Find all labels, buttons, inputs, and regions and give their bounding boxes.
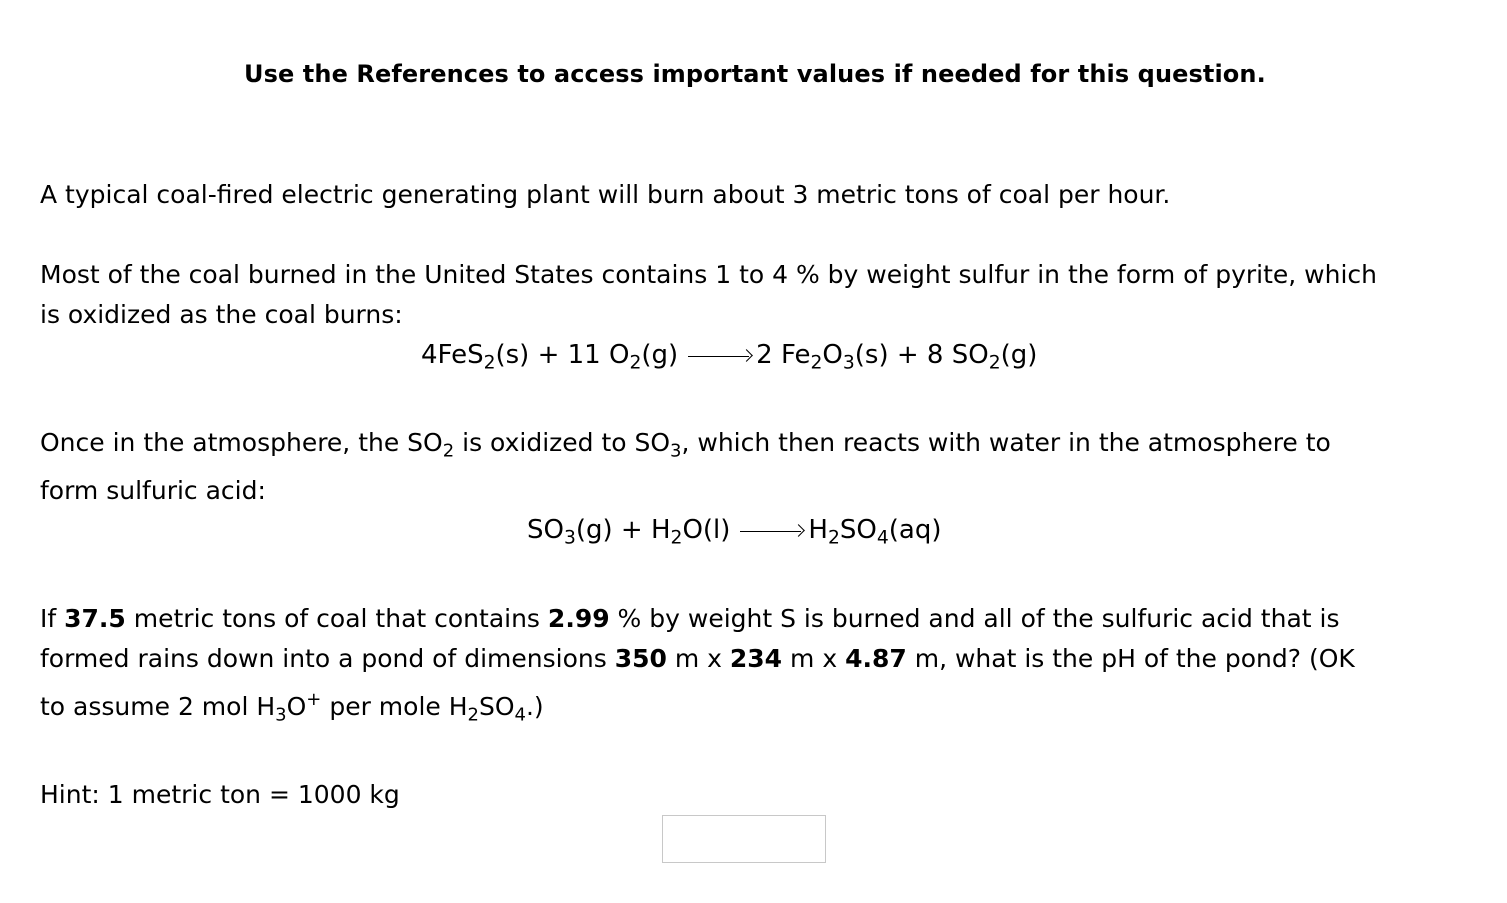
reaction-arrow-icon <box>688 343 752 369</box>
intro-text: A typical coal-fired electric generating plant will burn about 3 metric tons of coal per hour. <box>40 180 1171 209</box>
eq1-reactant-text: (g) <box>641 340 679 370</box>
reaction-arrow-icon <box>740 518 804 544</box>
problem-text: .) <box>525 692 544 721</box>
problem-text: metric tons of coal that contains <box>125 604 548 633</box>
sulfur-percent-value: 2.99 <box>547 604 610 633</box>
eq1-reactant-text: 4FeS <box>421 340 484 370</box>
problem-subscript: 3 <box>275 704 287 726</box>
eq1-product-text: (g) <box>1000 340 1038 370</box>
equation-pyrite-oxidation <box>421 340 1038 374</box>
eq2-reactant-text: (g) + H <box>575 515 671 545</box>
atmos-subscript: 3 <box>670 440 682 462</box>
problem-text: m x <box>666 644 730 673</box>
problem-subscript: 2 <box>467 704 479 726</box>
equation-sulfuric-acid <box>527 515 942 549</box>
atmos-text: , which then reacts with water in the atmosphere to <box>681 428 1331 457</box>
eq2-subscript: 2 <box>670 527 683 549</box>
problem-text: % by weight S is burned and all of the sulfuric acid that is <box>609 604 1340 633</box>
hint-text: Hint: 1 metric ton = 1000 kg <box>40 780 400 809</box>
references-notice: Use the References to access important values if needed for this question. <box>244 60 1266 88</box>
eq1-reactant-text: (s) + 11 O <box>495 340 630 370</box>
eq2-reactant-text: SO <box>527 515 564 545</box>
problem-text: m, what is the pH of the pond? (OK <box>906 644 1355 673</box>
problem-text: SO <box>478 692 515 721</box>
pond-length-value: 350 <box>614 644 667 673</box>
coal-tons-value: 37.5 <box>64 604 126 633</box>
eq2-product-text: H <box>808 515 828 545</box>
eq1-product-text: O <box>822 340 843 370</box>
problem-text: per mole H <box>321 692 468 721</box>
eq2-subscript: 3 <box>563 527 576 549</box>
answer-input[interactable] <box>662 815 826 863</box>
eq1-subscript: 2 <box>810 352 823 374</box>
problem-text: formed rains down into a pond of dimensions <box>40 644 615 673</box>
problem-text: O <box>286 692 307 721</box>
atmos-subscript: 2 <box>442 440 455 462</box>
problem-text-line2 <box>40 644 1355 673</box>
problem-subscript: 4 <box>514 704 526 726</box>
atmosphere-text-line2: form sulfuric acid: <box>40 476 266 505</box>
pond-depth-value: 4.87 <box>845 644 907 673</box>
problem-text-line3 <box>40 689 544 726</box>
eq2-product-text: (aq) <box>888 515 942 545</box>
problem-text-line1 <box>40 604 1339 633</box>
pyrite-text-line2: is oxidized as the coal burns: <box>40 300 403 329</box>
eq1-subscript: 2 <box>629 352 642 374</box>
eq2-subscript: 2 <box>827 527 840 549</box>
eq1-product-text: (s) + 8 SO <box>854 340 989 370</box>
eq2-product-text: SO <box>839 515 877 545</box>
eq1-product-text: 2 Fe <box>756 340 811 370</box>
pyrite-text-line1: Most of the coal burned in the United States contains 1 to 4 % by weight sulfur in the form of pyrite, which <box>40 260 1377 289</box>
problem-superscript: + <box>306 689 322 711</box>
pond-width-value: 234 <box>729 644 783 673</box>
atmos-text: Once in the atmosphere, the SO <box>40 428 443 457</box>
atmos-text: is oxidized to SO <box>454 428 671 457</box>
atmosphere-text-line1 <box>40 428 1331 462</box>
eq1-subscript: 2 <box>483 352 496 374</box>
eq1-subscript: 3 <box>842 352 855 374</box>
eq2-reactant-text: O(l) <box>682 515 731 545</box>
problem-text: m x <box>782 644 846 673</box>
problem-text: If <box>40 604 65 633</box>
eq2-subscript: 4 <box>876 527 889 549</box>
problem-text: to assume 2 mol H <box>40 692 276 721</box>
eq1-subscript: 2 <box>988 352 1001 374</box>
